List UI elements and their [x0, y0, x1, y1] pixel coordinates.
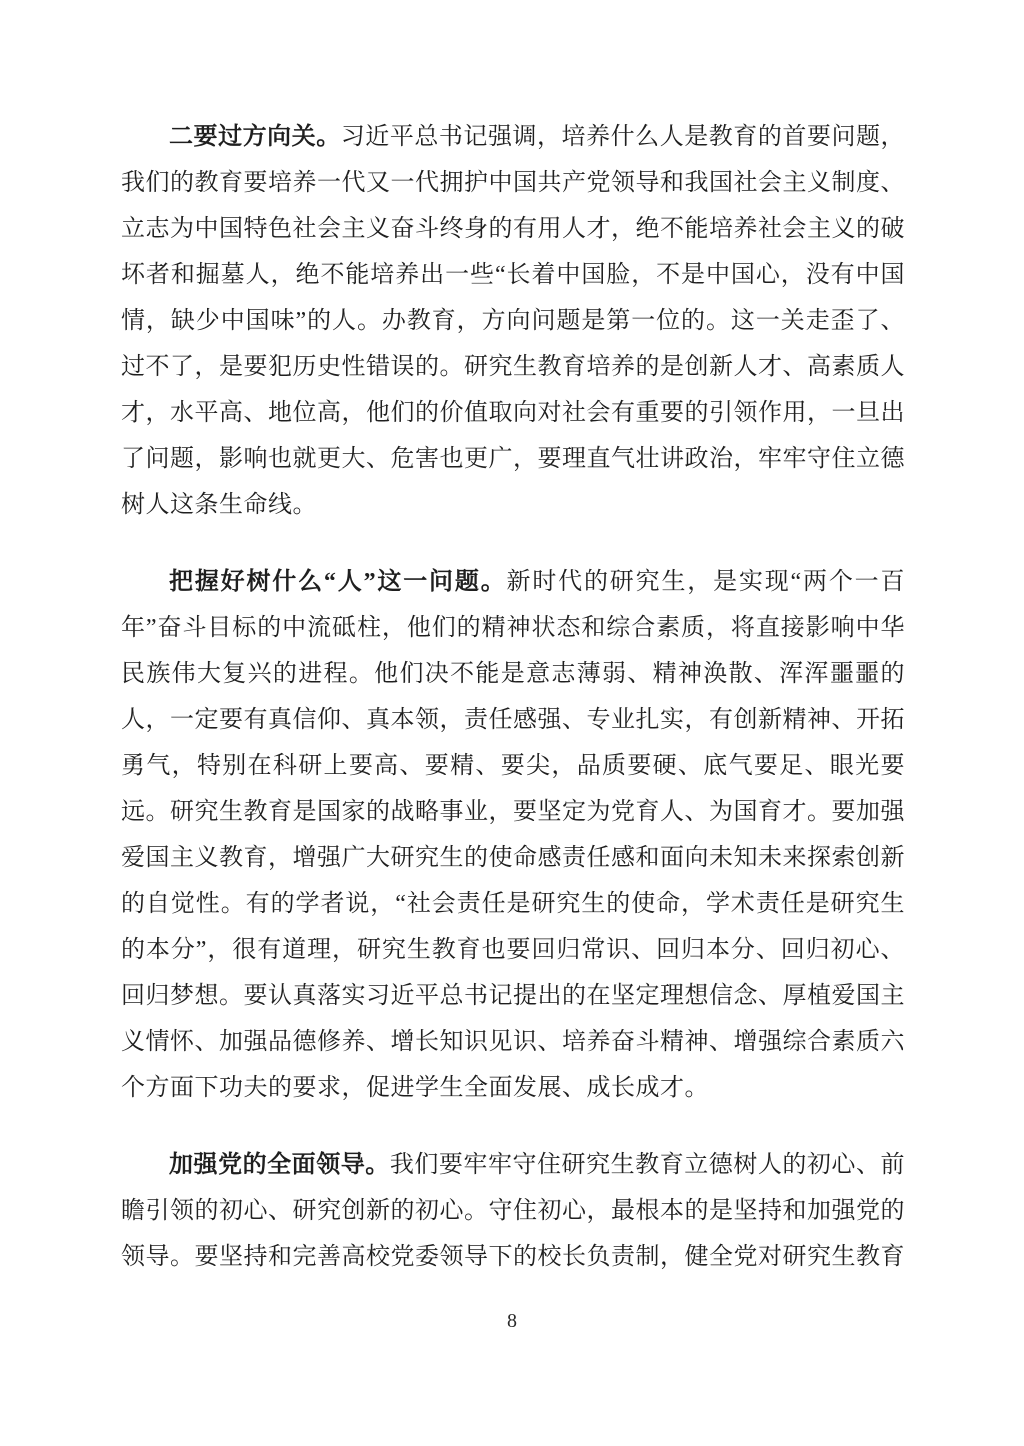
page-number: 8: [507, 1310, 517, 1332]
paragraph-body: 我们要牢牢守住研究生教育立德树人的初心、前瞻引领的初心、研究创新的初心。守住初心，最根本的是坚持和加强党的领导。要坚持和完善高校党委领导下的校长负责制，健全党对研究生教育: [121, 1152, 906, 1270]
paragraph: [121, 1142, 905, 1280]
paragraph: [121, 114, 905, 528]
paragraph-body: 习近平总书记强调，培养什么人是教育的首要问题，我们的教育要培养一代又一代拥护中国共产党领导和我国社会主义制度、立志为中国特色社会主义奋斗终身的有用人才，绝不能培养社会主义的破坏者和掘墓人，绝不能培养出一些“长着中国脸，不是中国心，没有中国情，缺少中国味”的人。办教育，方向问题是第一位的。这一关走歪了、过不了，是要犯历史性错误的。研究生教育培养的是创新人才、高素质人才，水平高、地位高，他们的价值取向对社会有重要的引领作用，一旦出了问题，影响也就更大、危害也更广，要理直气壮讲政治，牢牢守住立德树人这条生命线。: [121, 124, 906, 518]
paragraph: [121, 559, 905, 1111]
paragraph-lead: 把握好树什么“人”这一问题。: [169, 569, 507, 595]
page-content: [121, 114, 905, 1280]
paragraph-body: 新时代的研究生，是实现“两个一百年”奋斗目标的中流砥柱，他们的精神状态和综合素质，将直接影响中华民族伟大复兴的进程。他们决不能是意志薄弱、精神涣散、浑浑噩噩的人，一定要有真信仰、真本领，责任感强、专业扎实，有创新精神、开拓勇气，特别在科研上要高、要精、要尖，品质要硬、底气要足、眼光要远。研究生教育是国家的战略事业，要坚定为党育人、为国育才。要加强爱国主义教育，增强广大研究生的使命感责任感和面向未知未来探索创新的自觉性。有的学者说，“社会责任是研究生的使命，学术责任是研究生的本分”，很有道理，研究生教育也要回归常识、回归本分、回归初心、回归梦想。要认真落实习近平总书记提出的在坚定理想信念、厚植爱国主义情怀、加强品德修养、增长知识见识、培养奋斗精神、增强综合素质六个方面下功夫的要求，促进学生全面发展、成长成才。: [121, 569, 905, 1101]
paragraph-lead: 二要过方向关。: [169, 124, 341, 150]
paragraph-lead: 加强党的全面领导。: [169, 1152, 390, 1178]
